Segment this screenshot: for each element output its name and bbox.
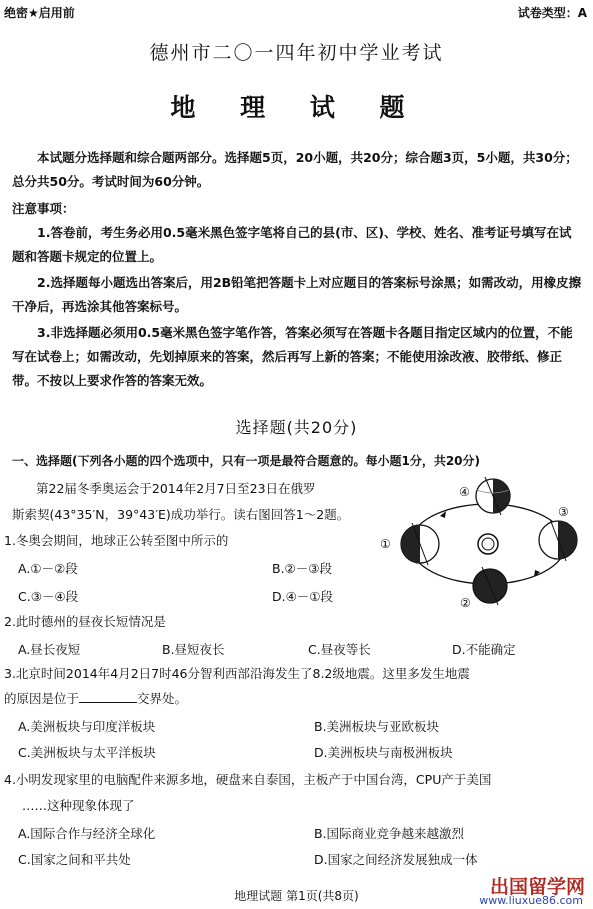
sun-icon (478, 534, 498, 554)
orbit-label-4: ④ (459, 485, 470, 499)
answer-blank (79, 690, 137, 703)
section-title: 选择题(共20分) (235, 418, 358, 437)
q4-option-c: C.国家之间和平共处 (18, 852, 131, 867)
part-one-instruction: 一、选择题(下列各小题的四个选项中，只有一项是最符合题意的。每小题1分，共20分) (12, 454, 481, 468)
exam-title: 德州市二〇一四年初中学业考试 (149, 42, 444, 64)
q1-option-b: B.②－③段 (272, 561, 332, 576)
q4-option-b: B.国际商业竞争越来越激烈 (314, 826, 465, 841)
confidential-label: 绝密★启用前 (4, 6, 75, 20)
orbit-label-1: ① (380, 537, 391, 551)
intro-paragraph: 本试题分选择题和综合题两部分。选择题5页，20小题，共20分；综合题3页，5小题，共30分；总分共50分。考试时间为60分钟。 (12, 150, 578, 189)
earth-icon (473, 567, 507, 605)
q2-option-b: B.昼短夜长 (162, 642, 225, 657)
q3-option-b: B.美洲板块与亚欧板块 (314, 719, 440, 734)
question-3-stem-line-1: 3.北京时间2014年4月2日7时46分智利西部沿海发生了8.2级地震。这里多发生地震 (4, 666, 470, 681)
earth-orbit-diagram (380, 474, 585, 614)
q2-option-c: C.昼夜等长 (308, 642, 371, 657)
orbit-label-2: ② (460, 596, 471, 610)
q3-stem-after-blank: 交界处。 (137, 691, 188, 706)
earth-icon (401, 523, 439, 565)
watermark-url: www.liuxue86.com (479, 894, 583, 907)
page-footer: 地理试题 第1页(共8页) (234, 889, 359, 903)
q1-option-c: C.③－④段 (18, 589, 79, 604)
watermark-logo-text: 出国留学网 (489, 876, 585, 898)
q2-option-d: D.不能确定 (452, 642, 516, 657)
question-4-stem-line-1: 4.小明发现家里的电脑配件来源多地，硬盘来自泰国，主板产于中国台湾，CPU产于美国 (4, 772, 492, 787)
q3-stem-before-blank: 的原因是位于 (4, 691, 80, 706)
question-2-stem: 2.此时德州的昼夜长短情况是 (4, 614, 166, 629)
q3-option-d: D.美洲板块与南极洲板块 (314, 745, 453, 760)
note-item: 3.非选择题必须用0.5毫米黑色签字笔作答，答案必须写在答题卡各题目指定区域内的位置，不能写在试卷上；如需改动，先划掉原来的答案，然后再写上新的答案；不能使用涂改液、胶带纸、修正带。不按以上要求作答的答案无效。 (12, 325, 573, 388)
note-item: 2.选择题每小题选出答案后，用2B铅笔把答题卡上对应题目的答案标号涂黑；如需改动，用橡皮擦干净后，再选涂其他答案标号。 (12, 275, 582, 314)
q4-option-a: A.国际合作与经济全球化 (18, 826, 156, 841)
note-item: 1.答卷前，考生务必用0.5毫米黑色签字笔将自己的县(市、区)、学校、姓名、准考证号填写在试题和答题卡规定的位置上。 (12, 225, 572, 264)
notes-heading: 注意事项： (12, 201, 75, 216)
q2-option-a: A.昼长夜短 (18, 642, 81, 657)
q1-option-a: A.①－②段 (18, 561, 78, 576)
question-1-stem: 1.冬奥会期间，地球正公转至图中所示的 (4, 533, 229, 548)
question-4-stem-line-2: ……这种现象体现了 (22, 798, 135, 813)
q3-option-c: C.美洲板块与太平洋板块 (18, 745, 156, 760)
stem-line-1: 第22届冬季奥运会于2014年2月7日至23日在俄罗 (36, 481, 316, 496)
earth-icon (539, 519, 577, 561)
q4-option-d: D.国家之间经济发展独成一体 (314, 852, 478, 867)
q3-option-a: A.美洲板块与印度洋板块 (18, 719, 156, 734)
question-3-stem-line-2 (4, 689, 187, 707)
earth-icon (476, 477, 510, 515)
paper-type-label: 试卷类型：A (517, 6, 587, 20)
q1-option-d: D.④－①段 (272, 589, 334, 604)
orbit-label-3: ③ (558, 505, 569, 519)
stem-line-2: 斯索契(43°35′N，39°43′E)成功举行。读右图回答1～2题。 (12, 507, 350, 522)
subject-title: 地 理 试 题 (170, 93, 423, 122)
